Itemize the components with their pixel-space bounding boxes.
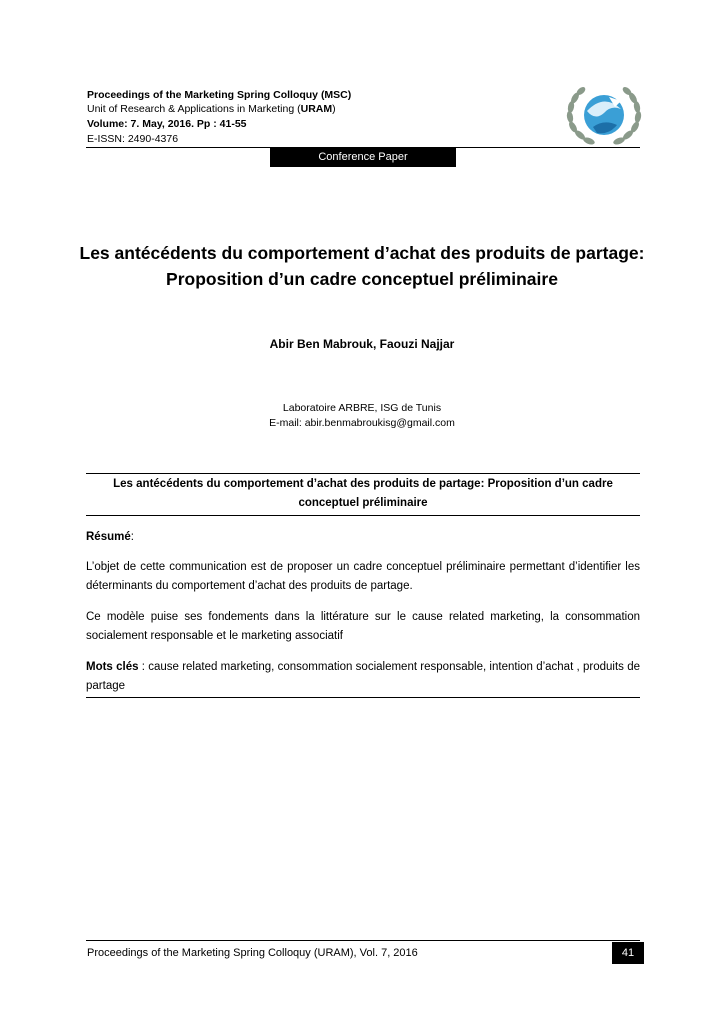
abstract-paragraph-2: Ce modèle puise ses fondements dans la littérature sur le cause related marketing, la consommation socialement responsable et le marketing associatif — [86, 611, 640, 642]
keywords-text: : cause related marketing, consommation socialement responsable, intention d’achat , produits de partage — [86, 661, 640, 692]
unit-acronym: URAM — [300, 103, 333, 115]
page-number: 41 — [612, 942, 644, 964]
paper-title-line2: Proposition d’un cadre conceptuel préliminaire — [166, 269, 558, 289]
abstract-title — [86, 475, 640, 513]
authors: Abir Ben Mabrouk, Faouzi Najjar — [269, 337, 455, 351]
globe-wreath-logo-icon — [565, 83, 643, 149]
issn: E-ISSN: 2490-4376 — [87, 133, 179, 145]
paper-title-line1: Les antécédents du comportement d’achat des produits de partage: — [79, 243, 645, 263]
affiliation: Laboratoire ARBRE, ISG de Tunis — [282, 402, 442, 414]
email: E-mail: abir.benmabroukisg@gmail.com — [269, 417, 455, 429]
abstract-title-rule — [86, 515, 640, 516]
keywords-label: Mots clés — [86, 661, 139, 673]
unit-prefix: Unit of Research & Applications in Marketing ( — [87, 103, 301, 115]
keywords — [86, 658, 640, 696]
unit-suffix: ) — [332, 103, 336, 115]
abstract-title-line2: conceptuel préliminaire — [298, 497, 428, 509]
abstract-top-rule — [86, 473, 640, 474]
abstract-title-line1: Les antécédents du comportement d’achat des produits de partage: Proposition d’un cadre — [113, 478, 613, 490]
volume-info: Volume: 7. May, 2016. Pp : 41-55 — [87, 118, 247, 130]
abstract-bottom-rule — [86, 697, 640, 698]
resume-label: Résumé — [86, 531, 131, 543]
paper-type-badge: Conference Paper — [270, 148, 456, 167]
resume-heading — [86, 528, 640, 547]
abstract-paragraph-1: L’objet de cette communication est de proposer un cadre conceptuel préliminaire permettant d’identifier les déterminants du comportement d’achat des produits de partage. — [86, 561, 640, 592]
resume-colon: : — [130, 531, 134, 543]
journal-name: Proceedings of the Marketing Spring Colloquy (MSC) — [87, 89, 352, 101]
research-unit — [87, 102, 336, 116]
footer-citation: Proceedings of the Marketing Spring Colloquy (URAM), Vol. 7, 2016 — [87, 947, 418, 959]
footer-rule — [86, 940, 640, 941]
